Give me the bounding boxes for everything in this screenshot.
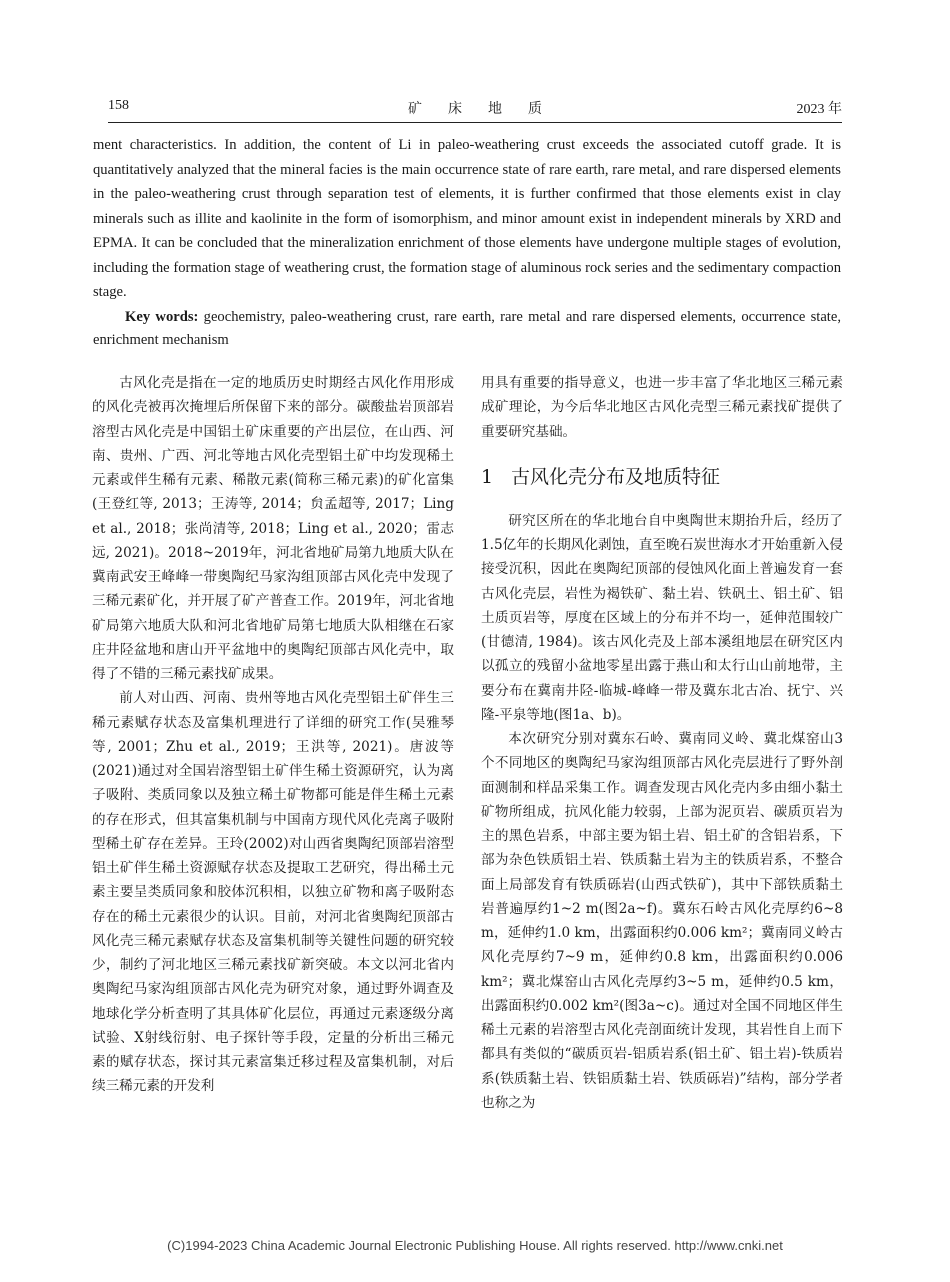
paragraph: 古风化壳是指在一定的地质历史时期经古风化作用形成的风化壳被再次掩埋后所保留下来的部分。碳酸盐岩顶部岩溶型古风化壳是中国铝土矿床重要的产出层位，在山西、河南、贵州、广西、河北等地古风化壳型铝土矿中均发现稀土元素或伴生稀有元素、稀散元素(简称三稀元素)的矿化富集(王登红等, 2013；王涛等, 2014；贠孟超等, 2017；Ling et al., 2018；张尚清等, 2018；Ling et al., 2020；雷志远, 2021)。2018~2019年，河北省地矿局第九地质大队在冀南武安王峰峰一带奥陶纪马家沟组顶部古风化壳中发现了三稀元素矿化，并开展了矿产普查工作。2019年，河北省地矿局第六地质大队和河北省地矿局第七地质大队相继在石家庄井陉盆地和唐山开平盆地中的奥陶纪顶部古风化壳中，取得了不错的三稀元素找矿成果。 xyxy=(92,375,454,682)
paragraph: 用具有重要的指导意义，也进一步丰富了华北地区三稀元素成矿理论，为今后华北地区古风化壳型三稀元素找矿提供了重要研究基础。 xyxy=(481,375,843,440)
abstract-block xyxy=(93,133,841,305)
paragraph: 研究区所在的华北地台自中奥陶世末期抬升后，经历了1.5亿年的长期风化剥蚀，直至晚石炭世海水才开始重新入侵接受沉积，因此在奥陶纪顶部的侵蚀风化面上普遍发育一套古风化壳层，岩性为褐铁矿、黏土岩、铁矾土、铝土矿、铝土质页岩等，厚度在区域上的分布并不均一，延伸范围较广(甘德清, 1984)。该古风化壳及上部本溪组地层在研究区内以孤立的残留小盆地零星出露于燕山和太行山山前地带，主要分布在冀南井陉-临城-峰峰一带及冀东北古冶、抚宁、兴隆-平泉等地(图1a、b)。 xyxy=(481,512,843,723)
right-column xyxy=(481,371,843,1115)
section-title: 古风化壳分布及地质特征 xyxy=(511,465,721,488)
page-header xyxy=(108,98,842,120)
keywords-label: Key words: xyxy=(125,309,199,325)
section-heading xyxy=(481,465,843,489)
left-column xyxy=(92,371,454,1099)
paragraph: 前人对山西、河南、贵州等地古风化壳型铝土矿伴生三稀元素赋存状态及富集机理进行了详细的研究工作(吴雅琴等, 2001；Zhu et al., 2019；王洪等, 2021)。唐波等(2021)通过对全国岩溶型铝土矿伴生稀土资源研究，认为离子吸附、类质同象以及独立稀土矿物都可能是伴生稀土元素的存在形式，但其富集机制与中国南方现代风化壳离子吸附型稀土矿存在差异。王玲(2002)对山西省奥陶纪顶部岩溶型铝土矿伴生稀土资源赋存状态及提取工艺研究，得出稀土元素主要呈类质同象和胶体沉积相，以独立矿物和离子吸附态存在的稀土元素很少的认识。目前，对河北省奥陶纪顶部古风化壳三稀元素赋存状态及富集机制等关键性问题的研究较少，制约了河北地区三稀元素找矿新突破。本文以河北省内奥陶纪马家沟组顶部古风化壳为研究对象，通过野外调查及地球化学分析查明了其具体矿化层位，再通过元素逐级分离试验、X射线衍射、电子探针等手段，定量的分析出三稀元素的赋存状态，探讨其元素富集迁移过程及富集机制，对后续三稀元素的开发利 xyxy=(92,690,454,1095)
publication-year: 2023 年 xyxy=(796,102,842,117)
header-rule xyxy=(108,122,842,123)
abstract-text: ment characteristics. In addition, the content of Li in paleo-weathering crust exceeds the associated cutoff grade. It is quantitatively analyzed that the mineral facies is the main occurrence state of rare earth, rare metal, and rare dispersed elements in the paleo-weathering crust through separation test of elements, it is further confirmed that those elements exist in clay minerals such as illite and kaolinite in the form of isomorphism, and minor amount exist in independent minerals by XRD and EPMA. It can be concluded that the mineralization enrichment of those elements have undergone multiple stages of evolution, including the formation stage of weathering crust, the formation stage of aluminous rock series and the sedimentary compaction stage. xyxy=(93,137,841,300)
copyright-footer: (C)1994-2023 China Academic Journal Electronic Publishing House. All rights reserved. http://www.cnki.net xyxy=(167,1238,783,1253)
page-number: 158 xyxy=(108,98,129,113)
section-number: 1 xyxy=(481,465,494,488)
keywords-text: geochemistry, paleo-weathering crust, rare earth, rare metal and rare dispersed elements, occurrence state, enrichment mechanism xyxy=(93,309,841,348)
keywords-block xyxy=(93,306,841,352)
paragraph: 本次研究分别对冀东石岭、冀南同义岭、冀北煤窑山3个不同地区的奥陶纪马家沟组顶部古风化壳层进行了野外剖面测制和样品采集工作。调查发现古风化壳内多由细小黏土矿物所组成，抗风化能力较弱，上部为泥页岩、碳质页岩为主的黑色岩系，中部主要为铝土岩、铝土矿的含铝岩系，下部为杂色铁质铝土岩、铁质黏土岩为主的铁质岩系，不整合面上局部发育有铁质砾岩(山西式铁矿)，其中下部铁质黏土岩普遍厚约1~2 m(图2a~f)。冀东石岭古风化壳厚约6~8 m，延伸约1.0 km，出露面积约0.006 km²；冀南同义岭古风化壳厚约7~9 m，延伸约0.8 km，出露面积约0.006 km²；冀北煤窑山古风化壳厚约3~5 m，延伸约0.5 km，出露面积约0.002 km²(图3a~c)。通过对全国不同地区伴生稀土元素的岩溶型古风化壳剖面统计发现，其岩性自上而下都具有类似的“碳质页岩-铝质岩系(铝土矿、铝土岩)-铁质岩系(铁质黏土岩、铁铝质黏土岩、铁质砾岩)”结构，部分学者也称之为 xyxy=(481,731,843,1111)
journal-title: 矿床地质 xyxy=(408,102,568,117)
